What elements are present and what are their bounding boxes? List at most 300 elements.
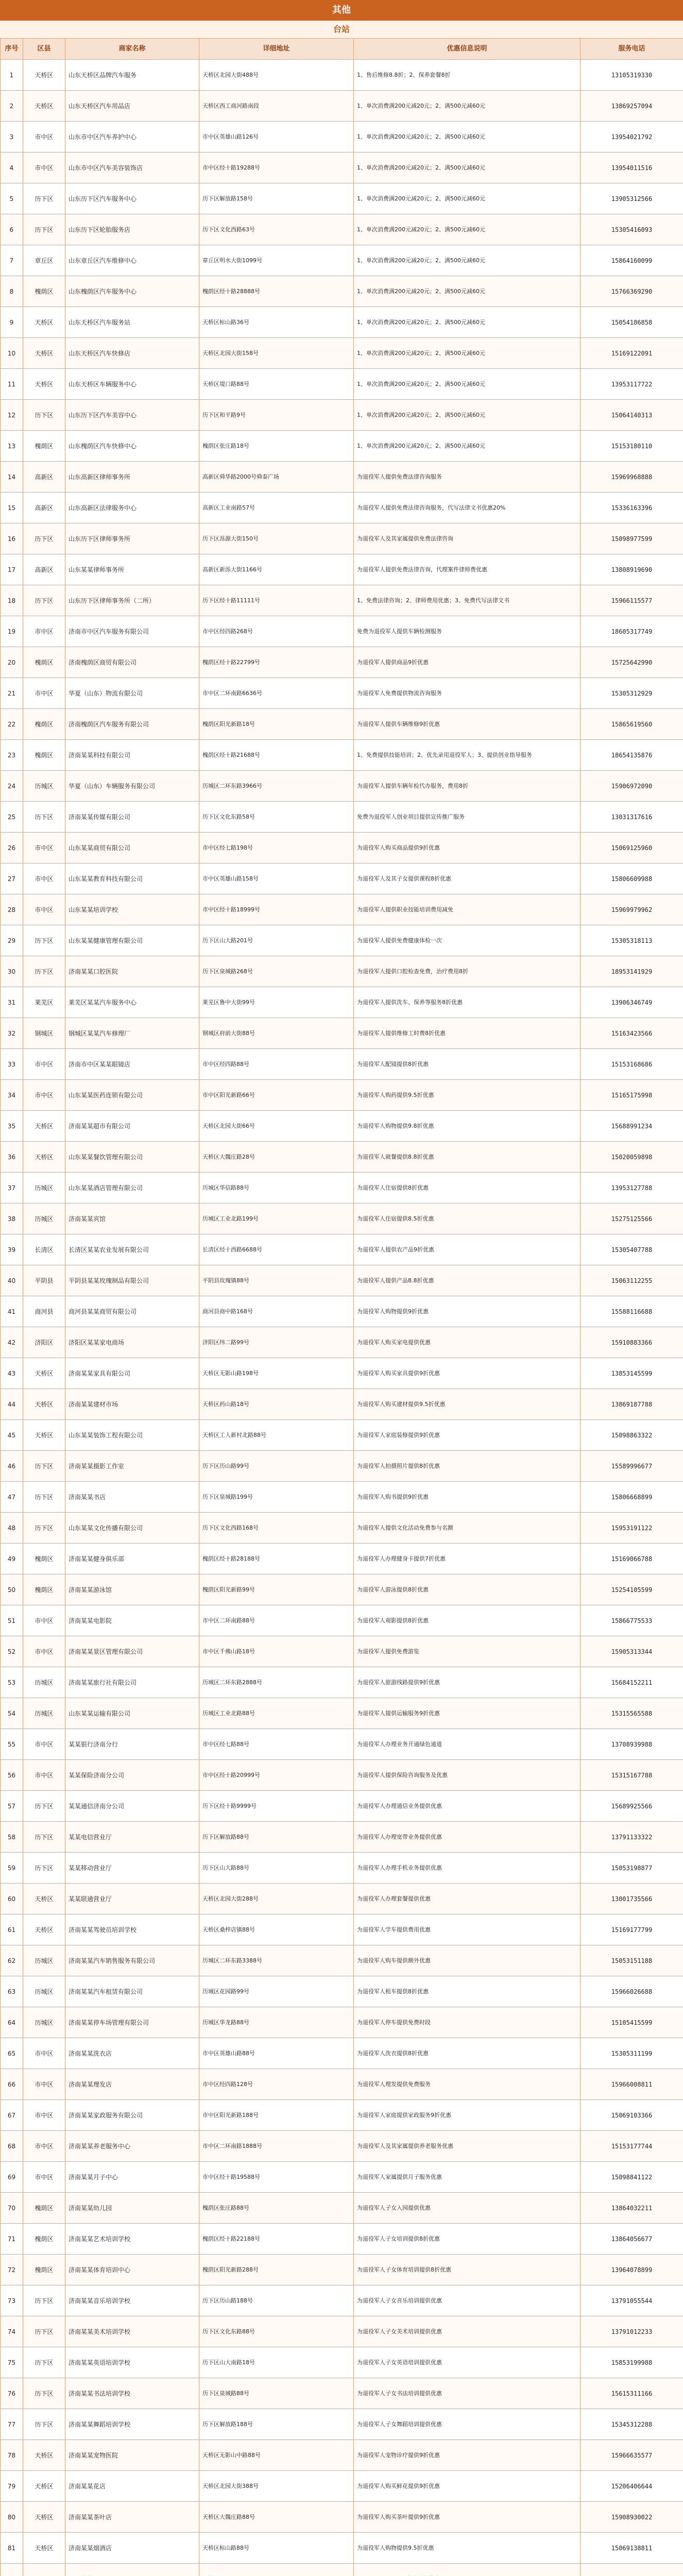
row-promo: 1、单次消费满200元减20元；2、满500元减60元 — [354, 214, 580, 245]
row-merchant-name: 山东高新区律师事务所 — [65, 462, 199, 493]
row-phone: 13791055544 — [580, 2285, 683, 2316]
row-promo: 1、售后维修8.8折；2、保养套餐8折 — [354, 60, 580, 91]
row-address: 槐荫区阳光新路99号 — [199, 1574, 354, 1605]
row-number: 65 — [1, 2038, 23, 2069]
row-number: 17 — [1, 554, 23, 585]
row-promo: 为退役军人家属提供月子服务优惠 — [354, 2162, 580, 2193]
row-phone — [580, 2564, 683, 2576]
row-address: 高新区新泺大街1166号 — [199, 554, 354, 585]
row-promo: 为退役军人配镜提供8折优惠 — [354, 1049, 580, 1080]
row-phone: 15725642990 — [580, 647, 683, 678]
row-phone: 15865619560 — [580, 709, 683, 740]
row-address: 历下区和平路9号 — [199, 400, 354, 431]
row-promo: 为退役军人家庭提供家政服务9折优惠 — [354, 2100, 580, 2131]
row-merchant-name: 山东市中区汽车美容装饰店 — [65, 152, 199, 183]
row-number: 22 — [1, 709, 23, 740]
row-number: 62 — [1, 1945, 23, 1976]
row-merchant-name: 山东某某装饰工程有限公司 — [65, 1420, 199, 1451]
row-promo: 为退役军人观影提供8折优惠 — [354, 1605, 580, 1636]
row-area: 历下区 — [23, 925, 65, 956]
row-merchant-name: 济阳区某某家电商场 — [65, 1327, 199, 1358]
row-merchant-name: 山东某某培训学校 — [65, 894, 199, 925]
row-address: 槐荫区经十路21688号 — [199, 740, 354, 771]
row-merchant-name: 山东某某医药连锁有限公司 — [65, 1080, 199, 1111]
table-row — [1, 2471, 683, 2502]
table-row — [1, 431, 683, 462]
row-area: 槐荫区 — [23, 647, 65, 678]
row-promo: 1、单次消费满200元减20元；2、满500元减60元 — [354, 91, 580, 122]
row-area: 市中区 — [23, 1760, 65, 1791]
row-address: 长清区经十西路6688号 — [199, 1234, 354, 1265]
row-number: 77 — [1, 2409, 23, 2440]
table-row — [1, 1884, 683, 1914]
table-row — [1, 122, 683, 152]
row-phone: 15069125960 — [580, 833, 683, 863]
row-number: 19 — [1, 616, 23, 647]
row-merchant-name: 山东天桥区汽车服务站 — [65, 307, 199, 338]
row-merchant-name: 山东章丘区汽车维修中心 — [65, 245, 199, 276]
row-phone: 15315167788 — [580, 1760, 683, 1791]
row-merchant-name: 山东某某健康管理有限公司 — [65, 925, 199, 956]
row-number: 27 — [1, 863, 23, 894]
table-row — [1, 1204, 683, 1234]
row-address: 市中区千佛山路18号 — [199, 1636, 354, 1667]
row-phone: 15206406644 — [580, 2471, 683, 2502]
row-area: 天桥区 — [23, 1389, 65, 1420]
row-phone: 13791012233 — [580, 2316, 683, 2347]
row-number: 28 — [1, 894, 23, 925]
row-promo: 为退役军人提供产品8.8折优惠 — [354, 1265, 580, 1296]
row-address: 槐荫区经十路22188号 — [199, 2224, 354, 2255]
row-address: 历城区华信路88号 — [199, 1173, 354, 1204]
row-merchant-name: 济南某某电影院 — [65, 1605, 199, 1636]
row-phone: 13953117722 — [580, 369, 683, 400]
row-phone: 15969968888 — [580, 462, 683, 493]
row-area: 历下区 — [23, 400, 65, 431]
row-area: 天桥区 — [23, 1142, 65, 1173]
row-merchant-name: 济南某某汽车销售服务有限公司 — [65, 1945, 199, 1976]
row-promo: 为退役军人理发提供免费服务 — [354, 2069, 580, 2100]
row-phone: 15766369290 — [580, 276, 683, 307]
row-number: 9 — [1, 307, 23, 338]
row-area: 高新区 — [23, 493, 65, 523]
row-phone: 13869187788 — [580, 1389, 683, 1420]
row-promo: 为退役军人子女书法培训提供优惠 — [354, 2378, 580, 2409]
row-merchant-name: 济南某某健身俱乐部 — [65, 1544, 199, 1574]
row-promo: 1、单次消费满200元减20元；2、满500元减60元 — [354, 307, 580, 338]
row-promo: 为退役军人购车提供额外优惠 — [354, 1945, 580, 1976]
row-number: 33 — [1, 1049, 23, 1080]
table-row — [1, 2440, 683, 2471]
row-merchant-name: 山东市中区汽车养护中心 — [65, 122, 199, 152]
row-merchant-name: 山东天桥区汽车用品店 — [65, 91, 199, 122]
row-phone: 15153168686 — [580, 1049, 683, 1080]
row-merchant-name: 山东天桥区品牌汽车服务 — [65, 60, 199, 91]
table-row — [1, 709, 683, 740]
row-number: 45 — [1, 1420, 23, 1451]
row-phone: 15689925566 — [580, 1791, 683, 1822]
row-number: 25 — [1, 802, 23, 833]
row-number: 41 — [1, 1296, 23, 1327]
row-number: 47 — [1, 1482, 23, 1513]
row-number: 42 — [1, 1327, 23, 1358]
row-phone: 13001735566 — [580, 1884, 683, 1914]
row-merchant-name: 某某银行济南分行 — [65, 1729, 199, 1760]
row-address: 历下区经十路11111号 — [199, 585, 354, 616]
row-area: 市中区 — [23, 894, 65, 925]
row-phone: 13853145599 — [580, 1358, 683, 1389]
row-merchant-name: 山东天桥区汽车快修店 — [65, 338, 199, 369]
table-row — [1, 987, 683, 1018]
row-area: 历城区 — [23, 1976, 65, 2007]
row-phone: 15275125566 — [580, 1204, 683, 1234]
row-merchant-name: 山东高新区法律服务中心 — [65, 493, 199, 523]
table-row — [1, 1544, 683, 1574]
row-area: 槐荫区 — [23, 2193, 65, 2224]
column-header-promo: 优惠信息说明 — [354, 39, 580, 60]
row-address: 天桥区北园大街488号 — [199, 60, 354, 91]
row-promo: 为退役军人提供免费法律咨询，代理案件律师费优惠 — [354, 554, 580, 585]
row-number: 16 — [1, 523, 23, 554]
row-address: 槐荫区经十路28188号 — [199, 1544, 354, 1574]
row-merchant-name: 山东历下区汽车服务中心 — [65, 183, 199, 214]
row-number: 29 — [1, 925, 23, 956]
row-area — [23, 2564, 65, 2576]
row-phone: 15305318113 — [580, 925, 683, 956]
row-address: 天桥区无影山中路88号 — [199, 2440, 354, 2471]
row-phone: 15684152211 — [580, 1667, 683, 1698]
row-area: 槐荫区 — [23, 2224, 65, 2255]
column-header-area: 区县 — [23, 39, 65, 60]
row-merchant-name: 山东某某律师事务所 — [65, 554, 199, 585]
row-area: 历下区 — [23, 1822, 65, 1853]
row-number: 31 — [1, 987, 23, 1018]
row-number: 59 — [1, 1853, 23, 1884]
row-number: 71 — [1, 2224, 23, 2255]
table-row — [1, 1173, 683, 1204]
row-number: 81 — [1, 2533, 23, 2564]
table-row — [1, 833, 683, 863]
row-address: 市中区经四路88号 — [199, 1049, 354, 1080]
table-row — [1, 1760, 683, 1791]
row-area: 高新区 — [23, 554, 65, 585]
row-number: 18 — [1, 585, 23, 616]
row-number: 24 — [1, 771, 23, 802]
row-number: 49 — [1, 1544, 23, 1574]
row-number: 66 — [1, 2069, 23, 2100]
row-promo: 1、单次消费满200元减20元；2、满500元减60元 — [354, 276, 580, 307]
row-promo: 为退役军人购物提供9.5折优惠 — [354, 2533, 580, 2564]
row-promo: 为退役军人提供农产品9折优惠 — [354, 1234, 580, 1265]
row-area: 天桥区 — [23, 307, 65, 338]
row-phone: 15688991234 — [580, 1111, 683, 1142]
row-promo: 为退役军人提供口腔检查免费，治疗费用8折 — [354, 956, 580, 987]
row-phone: 15105415599 — [580, 2007, 683, 2038]
row-phone: 15806609988 — [580, 863, 683, 894]
row-address: 天桥区标山路88号 — [199, 2533, 354, 2564]
row-promo: 为退役军人及其家属提供免费法律咨询 — [354, 523, 580, 554]
row-address: 天桥区大魏庄路28号 — [199, 1142, 354, 1173]
row-area: 历下区 — [23, 1791, 65, 1822]
row-area: 市中区 — [23, 152, 65, 183]
row-merchant-name: 山东某某酒店管理有限公司 — [65, 1173, 199, 1204]
row-number: 63 — [1, 1976, 23, 2007]
row-address: 济阳区纬二路99号 — [199, 1327, 354, 1358]
row-promo: 为退役军人提供商品9折优惠 — [354, 647, 580, 678]
row-merchant-name: 济南某某停车场管理有限公司 — [65, 2007, 199, 2038]
row-merchant-name: 济南某某理发店 — [65, 2069, 199, 2100]
row-phone: 15906972090 — [580, 771, 683, 802]
row-address: 历城区二环东路2888号 — [199, 1667, 354, 1698]
row-phone: 15064140313 — [580, 400, 683, 431]
row-area: 市中区 — [23, 2100, 65, 2131]
table-row — [1, 2564, 683, 2576]
row-number: 7 — [1, 245, 23, 276]
row-number: 72 — [1, 2255, 23, 2285]
row-number: 69 — [1, 2162, 23, 2193]
row-promo: 1、单次消费满200元减20元；2、满500元减60元 — [354, 122, 580, 152]
row-area: 天桥区 — [23, 1111, 65, 1142]
row-merchant-name: 山东某某商贸有限公司 — [65, 833, 199, 863]
row-promo: 1、单次消费满200元减20元；2、满500元减60元 — [354, 152, 580, 183]
row-address: 历下区解放路188号 — [199, 2409, 354, 2440]
row-number: 54 — [1, 1698, 23, 1729]
table-row — [1, 1018, 683, 1049]
table-row — [1, 2347, 683, 2378]
row-number: 39 — [1, 1234, 23, 1265]
row-address: 历城区二环东路3966号 — [199, 771, 354, 802]
table-row — [1, 60, 683, 91]
row-area: 高新区 — [23, 462, 65, 493]
row-number: 10 — [1, 338, 23, 369]
row-merchant-name: 济南某某英语培训学校 — [65, 2347, 199, 2378]
row-merchant-name: 济南某某景区管理有限公司 — [65, 1636, 199, 1667]
row-number: 30 — [1, 956, 23, 987]
table-row — [1, 1822, 683, 1853]
row-phone: 15098841122 — [580, 2162, 683, 2193]
row-address: 历城区华龙路88号 — [199, 2007, 354, 2038]
table-row — [1, 1914, 683, 1945]
row-address: 市中区二环南路1888号 — [199, 2131, 354, 2162]
row-area: 槐荫区 — [23, 709, 65, 740]
row-merchant-name: 济南某某驾驶员培训学校 — [65, 1914, 199, 1945]
row-promo: 为退役军人子女美术培训提供优惠 — [354, 2316, 580, 2347]
row-address: 槐荫区张庄路88号 — [199, 2193, 354, 2224]
row-number: 36 — [1, 1142, 23, 1173]
row-phone: 18605317749 — [580, 616, 683, 647]
table-row — [1, 1976, 683, 2007]
table-row — [1, 2224, 683, 2255]
row-number: 37 — [1, 1173, 23, 1204]
row-area: 历城区 — [23, 1698, 65, 1729]
row-promo: 为退役军人就餐提供8.8折优惠 — [354, 1142, 580, 1173]
row-merchant-name: 济南某某花店 — [65, 2471, 199, 2502]
row-address: 天桥区标山路36号 — [199, 307, 354, 338]
row-area: 莱芜区 — [23, 987, 65, 1018]
row-phone: 15345312288 — [580, 2409, 683, 2440]
row-area: 天桥区 — [23, 369, 65, 400]
row-area: 市中区 — [23, 1049, 65, 1080]
row-promo: 为退役军人购买家具提供9折优惠 — [354, 1358, 580, 1389]
row-merchant-name: 济南某某游泳馆 — [65, 1574, 199, 1605]
table-row — [1, 2131, 683, 2162]
row-promo: 免费为退役军人创业项目提供宣传推广服务 — [354, 802, 580, 833]
row-merchant-name: 济南某某美术培训学校 — [65, 2316, 199, 2347]
row-merchant-name: 华夏（山东）物流有限公司 — [65, 678, 199, 709]
table-row — [1, 462, 683, 493]
row-address: 天桥区北园大街288号 — [199, 1884, 354, 1914]
merchant-table — [0, 38, 683, 2576]
row-area: 天桥区 — [23, 2533, 65, 2564]
region-subtitle: 台站 — [0, 21, 683, 39]
row-promo: 为退役军人提供免费法律咨询服务，代写法律文书优惠20% — [354, 493, 580, 523]
row-promo: 1、单次消费满200元减20元；2、满500元减60元 — [354, 245, 580, 276]
row-merchant-name: 济南某某艺术培训学校 — [65, 2224, 199, 2255]
row-phone: 15588116688 — [580, 1296, 683, 1327]
row-area: 市中区 — [23, 2131, 65, 2162]
table-row — [1, 771, 683, 802]
row-promo: 为退役军人购物提供9折优惠 — [354, 1296, 580, 1327]
row-merchant-name: 莱芜区某某汽车服务中心 — [65, 987, 199, 1018]
row-promo: 为退役军人办理通信业务提供优惠 — [354, 1791, 580, 1822]
row-promo: 为退役军人提供车辆年检代办服务，费用8折 — [354, 771, 580, 802]
row-address — [199, 2564, 354, 2576]
table-row — [1, 1080, 683, 1111]
row-area: 济阳区 — [23, 1327, 65, 1358]
table-row — [1, 2038, 683, 2069]
row-area: 商河县 — [23, 1296, 65, 1327]
table-row — [1, 523, 683, 554]
row-address: 历城区二环东路3388号 — [199, 1945, 354, 1976]
row-promo: 为退役军人办理健身卡提供7折优惠 — [354, 1544, 580, 1574]
row-promo: 为退役军人子女英语培训提供优惠 — [354, 2347, 580, 2378]
table-row — [1, 1296, 683, 1327]
row-number: 15 — [1, 493, 23, 523]
row-address: 历城区花园路99号 — [199, 1976, 354, 2007]
row-address: 市中区经十路18999号 — [199, 894, 354, 925]
row-merchant-name: 山东某某教育科技有限公司 — [65, 863, 199, 894]
table-row — [1, 245, 683, 276]
table-row — [1, 214, 683, 245]
row-number: 6 — [1, 214, 23, 245]
row-merchant-name: 山东某某餐饮管理有限公司 — [65, 1142, 199, 1173]
row-area: 天桥区 — [23, 2502, 65, 2533]
table-row — [1, 1234, 683, 1265]
row-phone: 15866775533 — [580, 1605, 683, 1636]
table-row — [1, 1513, 683, 1544]
row-number: 67 — [1, 2100, 23, 2131]
row-number: 56 — [1, 1760, 23, 1791]
row-merchant-name: 某某通信济南分公司 — [65, 1791, 199, 1822]
row-phone: 18654135876 — [580, 740, 683, 771]
row-area: 市中区 — [23, 122, 65, 152]
row-area: 历城区 — [23, 2007, 65, 2038]
table-row — [1, 647, 683, 678]
row-promo: 为退役军人提供维修工时费8折优惠 — [354, 1018, 580, 1049]
column-header-address: 详细地址 — [199, 39, 354, 60]
row-phone: 15908930022 — [580, 2502, 683, 2533]
row-merchant-name: 山东槐荫区汽车快修中心 — [65, 431, 199, 462]
row-area: 天桥区 — [23, 1914, 65, 1945]
row-address: 历城区工业北路199号 — [199, 1204, 354, 1234]
row-merchant-name: 商河县某某商贸有限公司 — [65, 1296, 199, 1327]
row-phone: 13869257094 — [580, 91, 683, 122]
row-area: 天桥区 — [23, 1420, 65, 1451]
row-merchant-name: 山东历下区律师事务所 — [65, 523, 199, 554]
row-area: 历下区 — [23, 2316, 65, 2347]
row-promo: 为退役军人学车提供费用优惠 — [354, 1914, 580, 1945]
row-merchant-name: 山东某某运输有限公司 — [65, 1698, 199, 1729]
table-row — [1, 2533, 683, 2564]
row-area: 历下区 — [23, 214, 65, 245]
row-address: 历城区工业北路88号 — [199, 1698, 354, 1729]
table-row — [1, 338, 683, 369]
row-area: 市中区 — [23, 678, 65, 709]
table-row — [1, 1265, 683, 1296]
row-promo: 为退役军人办理套餐提供优惠 — [354, 1884, 580, 1914]
table-row — [1, 1945, 683, 1976]
row-merchant-name: 山东历下区汽车美容中心 — [65, 400, 199, 431]
row-number: 70 — [1, 2193, 23, 2224]
row-number: 52 — [1, 1636, 23, 1667]
row-address: 市中区阳光新路66号 — [199, 1080, 354, 1111]
row-area: 市中区 — [23, 1636, 65, 1667]
row-phone: 15053151188 — [580, 1945, 683, 1976]
row-number: 23 — [1, 740, 23, 771]
row-promo: 为退役军人提供保险咨询服务及优惠 — [354, 1760, 580, 1791]
row-number: 58 — [1, 1822, 23, 1853]
row-merchant-name: 济南某某旅行社有限公司 — [65, 1667, 199, 1698]
row-address: 历下区泉城路88号 — [199, 2378, 354, 2409]
row-area: 槐荫区 — [23, 276, 65, 307]
row-promo: 1、单次消费满200元减20元；2、满500元减60元 — [354, 183, 580, 214]
row-promo: 为退役军人租车提供8折优惠 — [354, 1976, 580, 2007]
row-merchant-name: 济南某某超市有限公司 — [65, 1111, 199, 1142]
table-body — [1, 60, 683, 2576]
row-merchant-name: 济南槐荫区商贸有限公司 — [65, 647, 199, 678]
column-header-no: 序号 — [1, 39, 23, 60]
table-row — [1, 276, 683, 307]
row-phone: 15054186858 — [580, 307, 683, 338]
row-number: 34 — [1, 1080, 23, 1111]
row-number — [1, 2564, 23, 2576]
row-promo: 为退役军人提供运输服务9折优惠 — [354, 1698, 580, 1729]
row-promo: 为退役军人办理业务开通绿色通道 — [354, 1729, 580, 1760]
row-phone: 15169122091 — [580, 338, 683, 369]
row-number: 76 — [1, 2378, 23, 2409]
row-address: 历下区解放路158号 — [199, 183, 354, 214]
table-row — [1, 1729, 683, 1760]
table-row — [1, 1698, 683, 1729]
table-row — [1, 2069, 683, 2100]
row-promo — [354, 2564, 580, 2576]
table-row — [1, 91, 683, 122]
table-row — [1, 1791, 683, 1822]
row-promo: 为退役军人停车提供免费时段 — [354, 2007, 580, 2038]
row-address: 市中区经十路19288号 — [199, 152, 354, 183]
row-merchant-name: 济南某某口腔医院 — [65, 956, 199, 987]
row-address: 天桥区桑梓店镇88号 — [199, 1914, 354, 1945]
row-area: 市中区 — [23, 2038, 65, 2069]
table-header — [1, 39, 683, 60]
row-phone: 15153180110 — [580, 431, 683, 462]
row-address: 历下区文化东路88号 — [199, 2316, 354, 2347]
column-header-name: 商家名称 — [65, 39, 199, 60]
row-promo: 为退役军人提供免费游览 — [354, 1636, 580, 1667]
row-area: 天桥区 — [23, 1358, 65, 1389]
row-merchant-name: 长清区某某农业发展有限公司 — [65, 1234, 199, 1265]
row-promo: 免费为退役军人提供车辆检测服务 — [354, 616, 580, 647]
